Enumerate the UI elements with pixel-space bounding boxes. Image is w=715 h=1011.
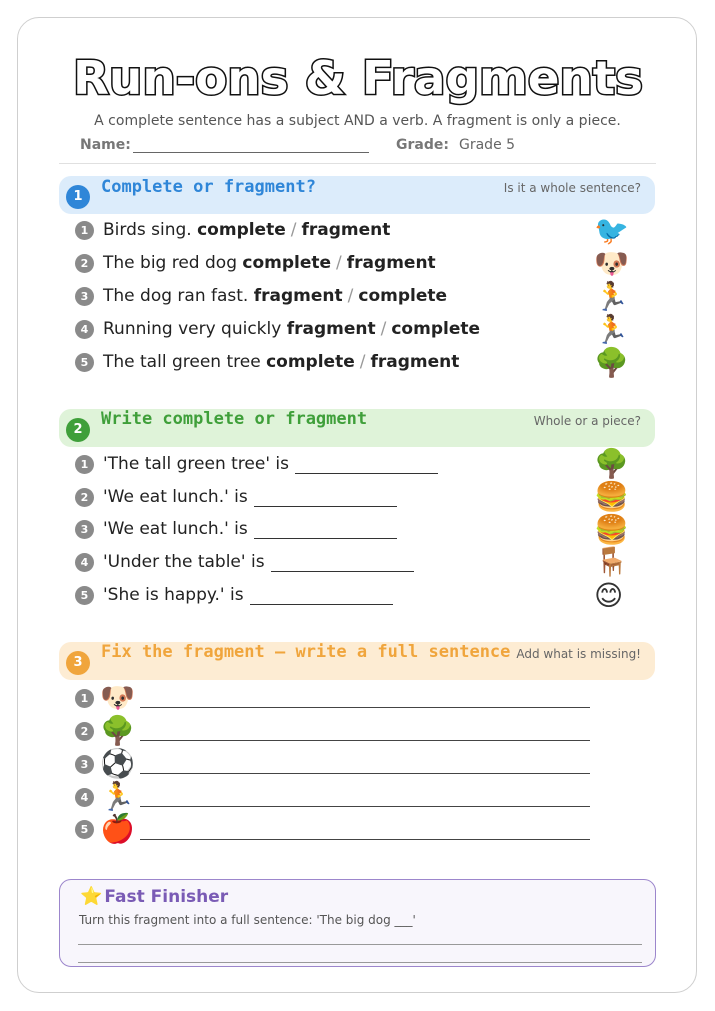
question-number: 3 <box>75 287 94 306</box>
answer-line[interactable] <box>140 839 590 840</box>
question-number: 4 <box>75 320 94 339</box>
s3-row-5 <box>75 819 103 843</box>
option-separator: / <box>380 319 387 339</box>
s3-row-1 <box>75 688 103 712</box>
question-number: 3 <box>75 520 94 539</box>
page-title-text: Run-ons & Fragments <box>72 51 643 105</box>
option-separator: / <box>336 253 342 273</box>
smiley-icon: 😊 <box>594 579 624 612</box>
question-number: 4 <box>75 553 94 572</box>
answer-line[interactable] <box>140 740 590 741</box>
question-number: 5 <box>75 586 94 605</box>
dog-icon: 🐶 <box>100 681 135 714</box>
section-3-title: Fix the fragment — write a full sentence <box>101 642 511 662</box>
answer-line[interactable] <box>78 962 642 963</box>
option-1[interactable]: complete <box>242 253 332 273</box>
fast-finisher-box <box>59 879 656 967</box>
answer-blank[interactable] <box>254 520 397 539</box>
s1-question-4 <box>75 319 480 343</box>
question-number: 2 <box>75 722 94 741</box>
option-1[interactable]: complete <box>197 220 286 240</box>
s3-row-4 <box>75 787 103 811</box>
name-row <box>80 137 369 153</box>
burger-icon: 🍔 <box>594 513 629 546</box>
question-text: Birds sing. <box>103 220 192 240</box>
chair-icon: 🪑 <box>594 545 629 578</box>
name-field[interactable] <box>133 138 369 153</box>
question-text: 'We eat lunch.' is <box>103 519 248 539</box>
question-text: 'We eat lunch.' is <box>103 487 248 507</box>
question-number: 2 <box>75 488 94 507</box>
s2-question-3 <box>75 519 397 543</box>
option-separator: / <box>347 286 354 306</box>
s2-question-2 <box>75 487 397 511</box>
question-number: 5 <box>75 353 94 372</box>
option-1[interactable]: fragment <box>253 286 343 306</box>
section-1-title: Complete or fragment? <box>101 177 316 197</box>
option-1[interactable]: fragment <box>286 319 376 339</box>
apple-icon: 🍎 <box>100 812 135 845</box>
question-text: The dog ran fast. <box>103 286 249 306</box>
s3-row-3 <box>75 754 103 778</box>
question-number: 1 <box>75 455 94 474</box>
fast-finisher-prompt: Turn this fragment into a full sentence: 'The big dog ___' <box>79 913 416 927</box>
soccer-ball-icon: ⚽ <box>100 747 135 780</box>
section-1-hint: Is it a whole sentence? <box>503 181 641 195</box>
question-text: The big red dog <box>103 253 237 273</box>
grade-value: Grade 5 <box>459 137 516 153</box>
question-text: 'She is happy.' is <box>103 585 244 605</box>
dog-icon: 🐶 <box>594 247 629 280</box>
question-text: The tall green tree <box>103 352 261 372</box>
s2-question-1 <box>75 454 438 478</box>
option-separator: / <box>359 352 366 372</box>
answer-blank[interactable] <box>250 586 393 605</box>
answer-blank[interactable] <box>271 553 414 572</box>
option-2[interactable]: fragment <box>346 253 436 273</box>
section-2-number: 2 <box>66 418 90 442</box>
option-1[interactable]: complete <box>266 352 355 372</box>
fast-finisher-label: Fast Finisher <box>104 887 229 907</box>
tree-icon: 🌳 <box>594 346 629 379</box>
section-3-header <box>59 642 655 680</box>
option-separator: / <box>290 220 297 240</box>
section-3-number: 3 <box>66 651 90 675</box>
fast-finisher-title <box>80 886 228 907</box>
question-text: 'Under the table' is <box>103 552 265 572</box>
s1-question-3 <box>75 286 447 310</box>
answer-line[interactable] <box>140 806 590 807</box>
s1-question-2 <box>75 253 436 277</box>
tree-icon: 🌳 <box>594 447 629 480</box>
option-2[interactable]: fragment <box>370 352 460 372</box>
s1-question-5 <box>75 352 459 376</box>
s2-question-4 <box>75 552 414 576</box>
question-text: Running very quickly <box>103 319 282 339</box>
question-number: 1 <box>75 221 94 240</box>
answer-blank[interactable] <box>254 488 397 507</box>
page-title <box>0 42 715 112</box>
question-text: 'The tall green tree' is <box>103 454 289 474</box>
answer-line[interactable] <box>78 944 642 945</box>
section-1-header <box>59 176 655 214</box>
option-2[interactable]: complete <box>358 286 448 306</box>
question-number: 2 <box>75 254 94 273</box>
section-3-hint: Add what is missing! <box>516 647 641 661</box>
question-number: 3 <box>75 755 94 774</box>
burger-icon: 🍔 <box>594 480 629 513</box>
question-number: 1 <box>75 689 94 708</box>
answer-line[interactable] <box>140 707 590 708</box>
subtitle: A complete sentence has a subject AND a verb. A fragment is only a piece. <box>94 113 621 129</box>
bird-icon: 🐦 <box>594 214 629 247</box>
section-2-title: Write complete or fragment <box>101 409 368 429</box>
answer-line[interactable] <box>140 773 590 774</box>
tree-icon: 🌳 <box>100 714 135 747</box>
question-number: 5 <box>75 820 94 839</box>
runner-icon: 🏃 <box>594 313 629 346</box>
runner-icon: 🏃 <box>594 280 629 313</box>
grade-label: Grade: <box>396 137 449 153</box>
s1-question-1 <box>75 220 390 244</box>
option-2[interactable]: fragment <box>301 220 391 240</box>
s3-row-2 <box>75 721 103 745</box>
name-label: Name: <box>80 137 131 153</box>
runner-icon: 🏃 <box>100 780 135 813</box>
answer-blank[interactable] <box>295 455 438 474</box>
question-number: 4 <box>75 788 94 807</box>
star-icon: ⭐ <box>80 886 103 907</box>
s2-question-5 <box>75 585 393 609</box>
divider <box>59 163 656 164</box>
section-2-header <box>59 409 655 447</box>
section-2-hint: Whole or a piece? <box>533 414 641 428</box>
option-2[interactable]: complete <box>391 319 481 339</box>
section-1-number: 1 <box>66 185 90 209</box>
